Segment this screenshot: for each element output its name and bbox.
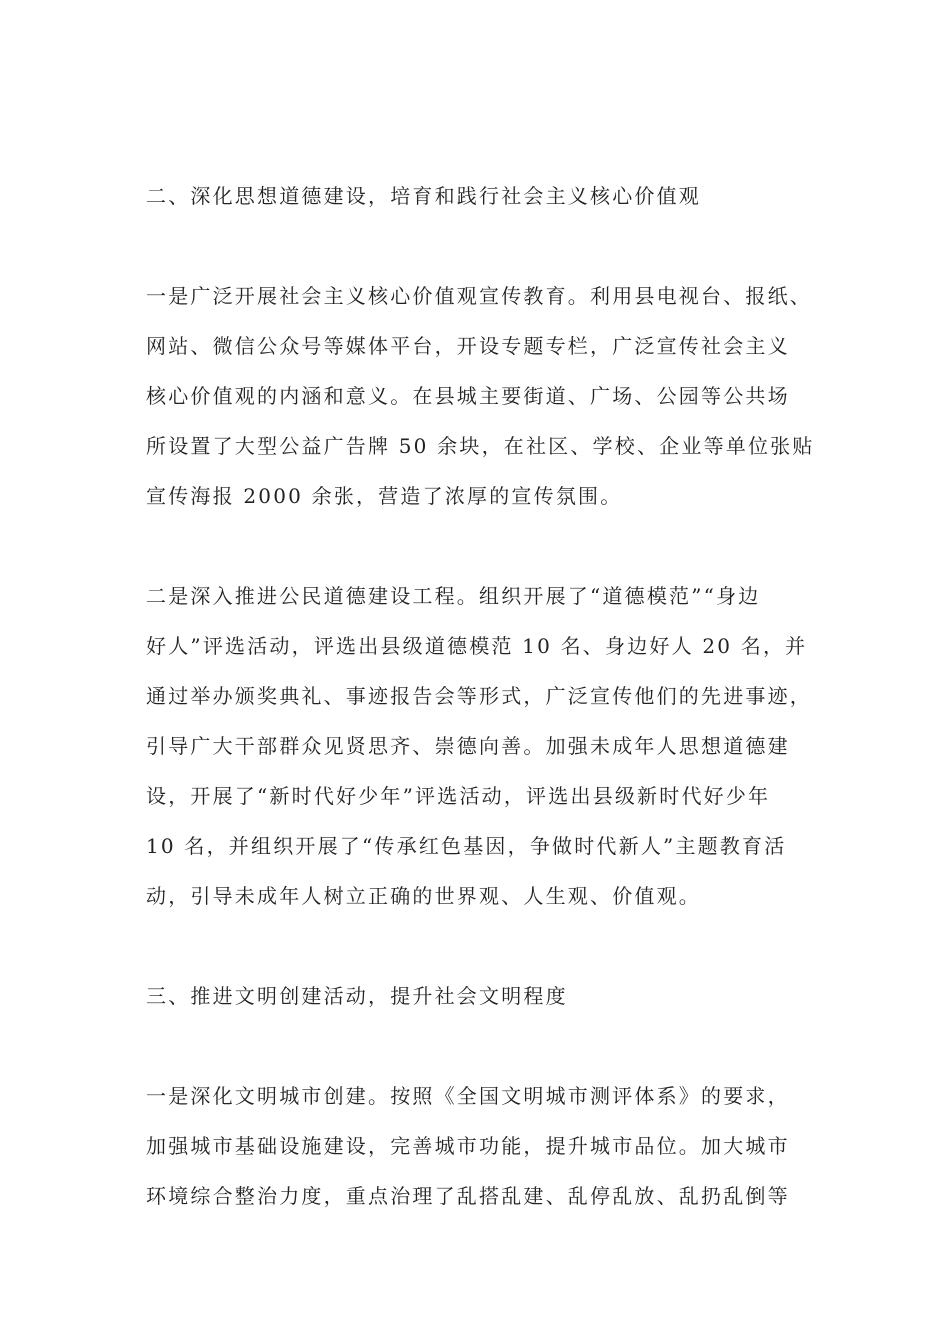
paragraph-line: 网站、微信公众号等媒体平台，开设专题专栏，广泛宣传社会主义 [146,334,790,358]
heading-line: 三、推进文明创建活动，提升社会文明程度 [146,984,568,1008]
paragraph-3 [146,1071,836,1221]
paragraph-line: 一是广泛开展社会主义核心价值观宣传教育。利用县电视台、报纸、 [146,284,812,308]
paragraph-2 [146,571,836,921]
section-heading-3 [146,971,836,1021]
section-heading-2 [146,171,836,221]
paragraph-line: 引导广大干部群众见贤思齐、崇德向善。加强未成年人思想道德建 [146,734,790,758]
paragraph-line: 一是深化文明城市创建。按照《全国文明城市测评体系》的要求， [146,1084,790,1108]
paragraph-line: 加强城市基础设施建设，完善城市功能，提升城市品位。加大城市 [146,1134,790,1158]
paragraph-1 [146,271,836,521]
paragraph-line: 动，引导未成年人树立正确的世界观、人生观、价值观。 [146,884,701,908]
paragraph-line: 所设置了大型公益广告牌 50 余块，在社区、学校、企业等单位张贴 [146,434,815,458]
paragraph-line: 环境综合整治力度，重点治理了乱搭乱建、乱停乱放、乱扔乱倒等 [146,1184,790,1208]
paragraph-line: 通过举办颁奖典礼、事迹报告会等形式，广泛宣传他们的先进事迹， [146,684,812,708]
paragraph-line: 设，开展了“新时代好少年”评选活动，评选出县级新时代好少年 [146,784,771,808]
paragraph-line: 10 名，并组织开展了“传承红色基因，争做时代新人”主题教育活 [146,834,787,858]
paragraph-line: 好人”评选活动，评选出县级道德模范 10 名、身边好人 20 名，并 [146,634,808,658]
paragraph-line: 核心价值观的内涵和意义。在县城主要街道、广场、公园等公共场 [146,384,790,408]
document-body [146,171,836,1271]
heading-line: 二、深化思想道德建设，培育和践行社会主义核心价值观 [146,184,701,208]
paragraph-line: 二是深入推进公民道德建设工程。组织开展了“道德模范”“身边 [146,584,761,608]
paragraph-line: 宣传海报 2000 余张，营造了浓厚的宣传氛围。 [146,484,623,508]
